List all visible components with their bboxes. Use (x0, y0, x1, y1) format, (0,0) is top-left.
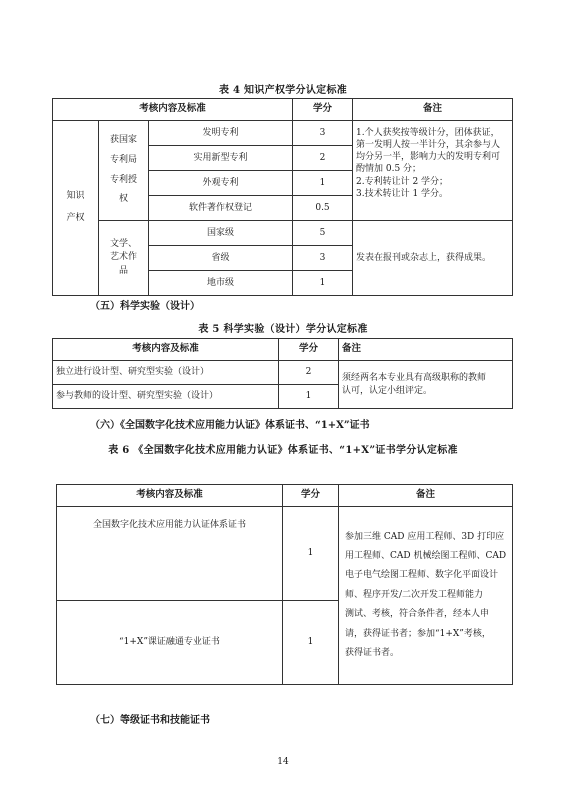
patent-group-line: 权 (118, 194, 128, 205)
certificate-credit: 1 (283, 601, 339, 685)
table5-header-row (53, 339, 513, 361)
header-remark: 备注 (353, 99, 513, 121)
literature-group-line: 文学、 (109, 238, 137, 249)
remark-line: 第一发明人按一半计分，其余参与人 (356, 140, 501, 151)
remark-line: 3.技术转让计 1 学分。 (356, 188, 449, 199)
literature-item: 地市级 (149, 271, 293, 296)
remark-line: 2.专利转让计 2 学分； (356, 176, 449, 187)
experiment-credit: 2 (279, 361, 339, 385)
certificate-remark-cell (339, 507, 513, 685)
remark-line: 1.个人获奖按等级计分，团体获证， (356, 128, 500, 138)
header-content: 考核内容及标准 (53, 99, 293, 121)
table6-title: 表 6 《全国数字化技术应用能力认证》体系证书、“1+X”证书学分认定标准 (108, 445, 458, 456)
remark-line: 用工程师、CAD 机械绘图工程师、CAD (345, 551, 507, 562)
remark-line: 均分另一半，影响力大的发明专利可 (356, 152, 501, 163)
table6 (56, 484, 513, 685)
table6-header-row (57, 485, 513, 507)
remark-line: 测试、考核，符合条件者，经本人申 (345, 609, 490, 620)
header-remark: 备注 (339, 485, 513, 507)
category-cell (53, 121, 99, 296)
patent-item: 发明专利 (149, 121, 293, 146)
certificate-credit: 1 (283, 507, 339, 601)
remark-line: 须经两名本专业具有高级职称的教师 (342, 373, 487, 384)
literature-group-cell (99, 221, 149, 296)
experiment-item: 独立进行设计型、研究型实验（设计） (53, 361, 279, 385)
patent-group-line: 专利授 (109, 174, 137, 185)
patent-credit: 1 (293, 171, 353, 196)
header-remark: 备注 (339, 339, 513, 361)
literature-group-line: 艺术作 (109, 252, 137, 263)
table5 (52, 338, 513, 409)
section7-heading: （七）等级证书和技能证书 (90, 715, 210, 726)
experiment-credit: 1 (279, 385, 339, 409)
experiment-item: 参与教师的设计型、研究型实验（设计） (53, 385, 279, 409)
literature-credit: 3 (293, 246, 353, 271)
remark-line: 请，获得证书者；参加“1+X”考核， (345, 628, 491, 639)
table-row (53, 361, 513, 385)
patent-item: 软件著作权登记 (149, 196, 293, 221)
literature-remark: 发表在报刊或杂志上，获得成果。 (353, 221, 513, 296)
literature-group-line: 品 (118, 265, 128, 276)
remark-line: 电子电气绘图工程师、数字化平面设计 (345, 570, 499, 581)
header-credit: 学分 (283, 485, 339, 507)
patent-credit: 3 (293, 121, 353, 146)
literature-group-label (102, 238, 145, 279)
patent-group-line: 获国家 (109, 134, 137, 145)
header-content: 考核内容及标准 (57, 485, 283, 507)
certificate-item: “1+X”课证融通专业证书 (57, 601, 283, 685)
patent-remark-cell (353, 121, 513, 221)
page-number: 14 (277, 757, 289, 767)
patent-credit: 2 (293, 146, 353, 171)
table-row (57, 507, 513, 601)
literature-item: 省级 (149, 246, 293, 271)
table-row (53, 221, 513, 246)
patent-group-line: 专利局 (109, 154, 137, 165)
remark-line: 酌情加 0.5 分； (356, 164, 422, 175)
table4-title: 表 4 知识产权学分认定标准 (218, 85, 348, 96)
header-content: 考核内容及标准 (53, 339, 279, 361)
table-row (53, 121, 513, 146)
remark-line: 获得证书者。 (345, 647, 400, 658)
literature-item: 国家级 (149, 221, 293, 246)
header-credit: 学分 (293, 99, 353, 121)
table5-title: 表 5 科学实验（设计）学分认定标准 (198, 324, 368, 335)
remark-line: 师、程序开发/二次开发工程师能力 (345, 589, 484, 600)
patent-credit: 0.5 (293, 196, 353, 221)
section6-heading: （六）《全国数字化技术应用能力认证》体系证书、“1+X”证书 (90, 420, 370, 431)
patent-group-label (102, 131, 145, 210)
patent-item: 外观专利 (149, 171, 293, 196)
header-credit: 学分 (279, 339, 339, 361)
experiment-remark-cell (339, 361, 513, 409)
literature-credit: 1 (293, 271, 353, 296)
remark-line: 参加三维 CAD 应用工程师、3D 打印应 (345, 531, 505, 542)
table4-header-row (53, 99, 513, 121)
patent-item: 实用新型专利 (149, 146, 293, 171)
remark-line: 认可，认定小组评定。 (342, 385, 433, 396)
literature-credit: 5 (293, 221, 353, 246)
section5-heading: （五）科学实验（设计） (90, 301, 200, 312)
patent-group-cell (99, 121, 149, 221)
category-label: 知识 产权 (66, 191, 85, 223)
certificate-item: 全国数字化技术应用能力认证体系证书 (57, 507, 283, 601)
table4 (52, 98, 513, 296)
